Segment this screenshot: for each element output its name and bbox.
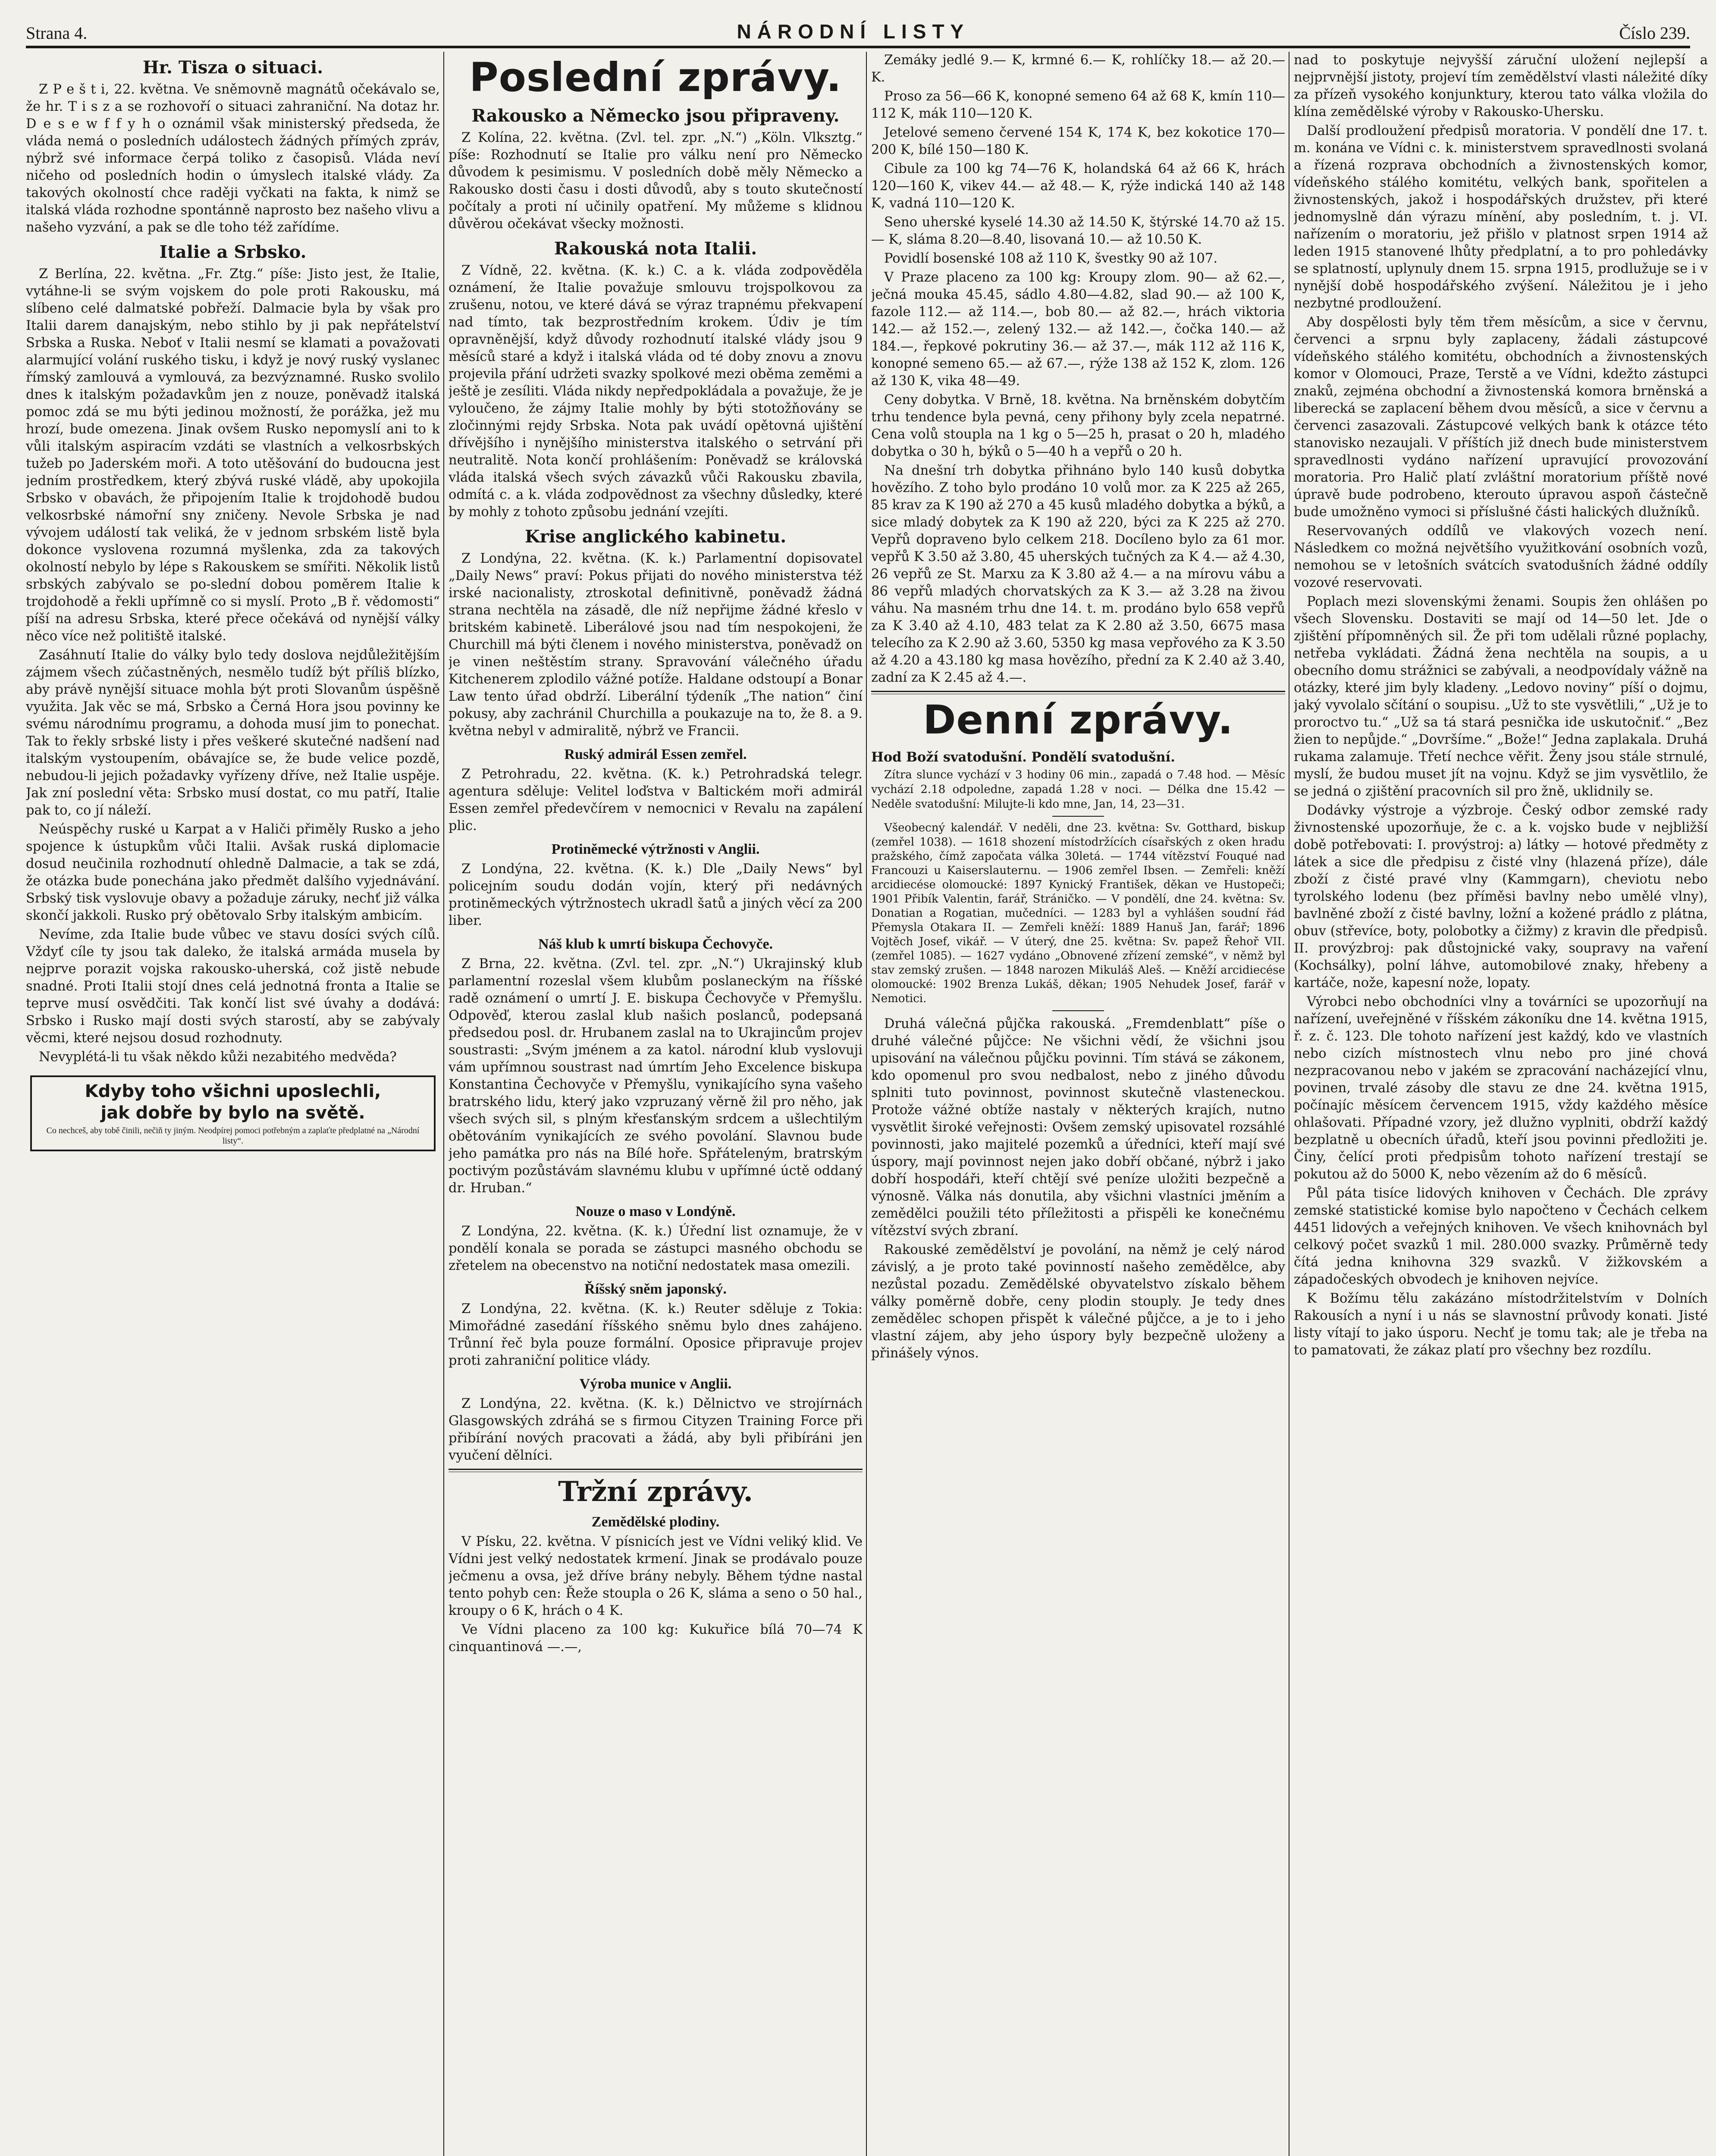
headline-plodiny: Zemědělské plodiny. xyxy=(591,1514,720,1530)
article-valecna-pujcka-2: Rakouské zemědělství je povolání, na němž je celý národ závislý, a je proto také povinností našeho zemědělce, aby nezůstal pozadu. Zemědělské obyvatelstvo získalo během války poměrně dobře, ceny plodin stouply. Je tedy dnes zemědělec schopen přispět k válečné půjčce, a je to i jeho vlastní zájem, aby jeho úspory byly bezpečně uloženy a přinášely výnos. xyxy=(871,1242,1285,1361)
article-italie-3: Neúspěchy ruské u Karpat a v Haliči přiměly Rusko a jeho spojence k ústupkům vůči Italii. Avšak ruská diplomacie dosud neučinila rozhodnutí ohledně Dalmacie, a tak se zdá, že otázka bude ponechána jako předmět dalšího vyjednávání. Srbský tisk vyslovuje obavy a požaduje záruky, nechť již válka skončí jakkoli. Rusko prý obětovalo Srby italským ambicím. xyxy=(26,822,440,923)
section-divider xyxy=(449,1469,863,1472)
article-plodiny: V Písku, 22. května. V písnicích jest ve Vídni veliký klid. Ve Vídni jest velký nedostatek krmení. Jinak se prodávalo pouze ječmenu a ovsa, jež dříve brány nebyly. Během týdne nastal tento pohyb cen: Řeže stoupla o 26 K, sláma a seno o 50 hal., kroupy o 6 K, hrách o 4 K. xyxy=(449,1534,863,1618)
section-title-denni-zpravy: Denní zprávy. xyxy=(923,697,1233,743)
article-italie-1: Z Berlína, 22. května. „Fr. Ztg.“ píše: Jisto jest, že Italie, vytáhne-li se svým vojskem do pole proti Rakousku, má slíbeno celé dalmatské pobřeží. Dalmacie byla by však pro Italii darem danajským, nebo stihlo by ji pak nepřátelství Srbska a Ruska. Neboť v Italii nesmí se klamati a považovati alarmující volání ruského tisku, i když je nový ruský vyslanec římský zamlouvá a vymlouvá, za bezvýznamné. Rusko svolilo dnes k italským požadavkům jen z nouze, poněvadž italská pomoc zdá se mu býti jedinou možností, že porážka, jež mu hrozí, bude omezena. Jinak ovšem Rusko nepomyslí ani to k vůli italským aspiracím vzdáti se vlastních a velkosrbských tužeb po Jaderském moři. A toto utěšování do budoucna jest jedním prostředkem, který zbývá ruské vládě, aby upokojila Srbsko v obavách, že připojením Italie k trojdohodě budou velkosrbské námořní sny zničeny. Nevole Srbska je nad vývojem událostí tak veliká, že v jednom srbském listě byla dokonce vyslovena rozumná myšlenka, zda za takových okolností nebylo by lépe s Rakouskem se smířiti. Několik listů srbských zabývalo se po-slední dobou poměrem Italie k trojdohodě a řekli upřímně co si myslí. Proto „B ř. vědomosti“ píší na adresu Srbska, které přece očekává od nynější války něco více než politiště italské. xyxy=(26,266,440,644)
headline-tisza: Hr. Tisza o situaci. xyxy=(142,57,323,78)
headline-italie-srbsko: Italie a Srbsko. xyxy=(159,242,307,262)
column-2 xyxy=(449,52,863,2156)
section-title-posledni-zpravy: Poslední zprávy. xyxy=(469,54,842,100)
article-cechovyce: Z Brna, 22. května. (Zvl. tel. zpr. „N.“) Ukrajinský klub parlamentní rozeslal všem klubům poslaneckým na říšské radě oznámení o umrtí J. E. biskupa Čechovyče v Přemyšlu. Odpověď, kterou zaslal klub našich poslanců, podepsaná předsedou posl. dr. Hrubanem zaslal na to Ukrajincům projev soustrasti: „Svým jménem a za katol. národní klub vyslovuji vám upřímnou soustrast nad úmrtím Jeho Excelence biskupa Konstantina Čechovyče v Přemyšlu, vynikajícího syna vašeho bratrského lidu, který jako vzpruzaný věrně žil pro něho, jak všech svých sil, s plným křesťanským srdcem a ušlechtilým obětováním vynikajících ze svého povolání. Slavnou bude jeho památka pro nás na Bílé hoře. Spřáteleným, bratrským poctivým pozůstávám slavnému klubu v upřímné úctě oddaný dr. Hruban.“ xyxy=(449,956,863,1196)
headline-krise-kabinetu: Krise anglického kabinetu. xyxy=(524,526,787,547)
article-knihovny: Půl páta tisíce lidových knihoven v Čechách. Dle zprávy zemské statistické komise bylo napočteno v Čechách celkem 4451 lidových a veřejných knihoven. Ve všech knihovnách byl celkový počet svazků 1 mil. 280.000 svazky. Průměrně tedy čítá jedna knihovna 329 svazků. V žižkovském a západočeských obvodech je knihoven nejvíce. xyxy=(1294,1186,1708,1287)
article-krise-kabinetu: Z Londýna, 22. května. (K. k.) Parlamentní dopisovatel „Daily News“ praví: Pokus přijati do nového ministerstva též irské nacionalisty, ztroskotal definitivně, poněvadž žádná strana nechtěla na zásadě, dle níž nepřijme žádné křeslo v britském kabinetě. Liberálové jsou nad tím nespokojeni, že Churchill má býti členem i nového ministerstva, poněvadž on je vinen neštěstím strany. Spravování válečného úřadu Kitchenerem zplodilo vážné potíže. Haldane odstoupí a Bonar Law tento úřad obdrží. Liberální týdeník „The nation“ činí pokusy, aby zachránil Churchilla a poukazuje na to, že 8. a 9. května nebyl v admiralitě, nýbrž ve Francii. xyxy=(449,551,863,739)
ad-small-print: Co nechceš, aby tobě činili, nečiň ty jiným. Neodpírej pomoci potřebným a zaplaťte předplatné na „Národní listy“. xyxy=(46,1126,420,1146)
boxed-advertisement xyxy=(30,1075,436,1151)
column-1 xyxy=(26,52,440,2156)
article-ceny-videm: Ve Vídni placeno za 100 kg: Kukuřice bílá 70—74 K cinquantinová —.—, xyxy=(449,1622,863,1655)
article-italie-5: Nevyplétá-li tu však někdo kůži nezabitého medvěda? xyxy=(39,1050,397,1065)
divider xyxy=(1052,816,1104,817)
article-bozi-telo: K Božímu tělu zakázáno místodržitelstvím v Dolních Rakousích a nyní i u nás se slavnostní průvody konati. Jisté listy vítají to jako úsporu. Nechť je tomu tak; ale je třeba na to pamatovati, že zákaz platí pro všechny bez rozdílu. xyxy=(1294,1291,1708,1358)
market-jetel: Jetelové semeno červené 154 K, 174 K, bez kokotice 170—200 K, bílé 150—180 K. xyxy=(871,125,1285,157)
article-continuation: nad to poskytuje nejvyšší záruční uložení nejlepší a nejprvnější jistoty, projeví tím zemědělství vlasti náležité díky za přízeň vysokého konjunktury, kterou tato válka vložila do klína zemědělské výroby v Rakousko-Uhersku. xyxy=(1294,53,1708,119)
article-protinemecke: Z Londýna, 22. května. (K. k.) Dle „Daily News“ byl policejním soudu dodán vojín, který při nedávných protiněmeckých výtržnostech ukradl šatů a jiných věcí za 200 liber. xyxy=(449,862,863,928)
article-snem: Z Londýna, 22. května. (K. k.) Reuter sděluje z Tokia: Mimořádné zasedání říšského sněmu bylo dnes zahájeno. Trůnní řeč byla pouze formální. Oposice připravuje projev proti zahraniční politice vlády. xyxy=(449,1301,863,1368)
market-zemaky: Zemáky jedlé 9.— K, krmné 6.— K, rohlíčky 18.— až 20.— K. xyxy=(871,53,1285,85)
ad-line-2: jak dobře by bylo na světě. xyxy=(100,1103,365,1123)
market-cibule: Cibule za 100 kg 74—76 K, holandská 64 až 66 K, hrách 120—160 K, vikev 44.— až 48.— K, rýže indická 140 až 148 K, vadná 110—120 K. xyxy=(871,161,1285,211)
article-dodavky: Dodávky výstroje a výzbroje. Český odbor zemské rady živnostenské upozorňuje, že c. a k. vojsko bude v nejbližší době potřebovati: I. provýstroj: a) látky — hotové předměty z látek a sice dle předpisu z čisté vlny (hlazená příze), dále zboží z čisté pravé vlny (Kammgarn), cheviotu nebo tyrolského lodenu (bez příměsi bavlny nebo umělé vlny), bavlněné zboží z čisté bavlny, ložní a kožené prádlo z plátna, obuv (střevíce, boty, polobotky a čižmy) z kravin dle předpisů. II. provýzbroj: pak důstojnické vaky, soupravy na vaření (Kochsálky), polní láhve, automobilové znaky, hřebeny a kartáče, nože, kapesní nože, lopaty. xyxy=(1294,803,1708,990)
article-rakousko-nemecko: Z Kolína, 22. května. (Zvl. tel. zpr. „N.“) „Köln. Vlksztg.“ píše: Rozhodnutí se Italie pro válku není pro Německo důvodem k pesimismu. V posledních době měly Německo a Rakousko dosti času i dosti důvodů, aby s touto skutečností počítaly a proti ní učinily opatření. My můžeme s klidnou důvěrou očekávat všecky možnosti. xyxy=(449,130,863,232)
sun-moon-info: Zítra slunce vychází v 3 hodiny 06 min., zapadá o 7.48 hod. — Měsíc vychází 2.18 odpoledne, zapadá 1.28 v noci. — Délka dne 15.42 — Neděle svatodušní: Milujte-li kdo mne, Jan, 14, 23—31. xyxy=(871,768,1285,811)
article-vyrobci-vlny: Výrobci nebo obchodníci vlny a továrníci se upozorňují na nařízení, uveřejněné v říšském zákoníku dne 14. května 1915, ř. z. č. 123. Dle tohoto nařízení jest každý, kdo ve vlastních nebo cizích místnostech vlnu nebo pro jiné chová nezpracovanou nebo v jakém se zpracování nacházející vlnu, povinen, trvalé zásoby dle stavu ze dne 24. května 1915, počínajíc měsícem červencem 1915, vždy každého měsíce ohlašovati. Případné vzory, jež dlužno vyplniti, obdrží každý bezplatně u obecních úřadů, kteří jsou povinni předložiti je. Činy, čelící proti předpisům tohoto nařízení trestají se pokutou až do 5000 K, nebo vězením až do 6 měsíců. xyxy=(1294,994,1708,1182)
headline-admiral-essen: Ruský admirál Essen zemřel. xyxy=(564,746,747,762)
article-maso: Z Londýna, 22. května. (K. k.) Úřední list oznamuje, že v pondělí konala se porada se zástupci masného obchodu se zřetelem na obecenstvo na notiční nedostatek masa omezili. xyxy=(449,1224,863,1273)
article-valecna-pujcka: Druhá válečná půjčka rakouská. „Fremdenblatt“ píše o druhé válečné půjčce: Ne všichni vědí, že všichni jsou upisování na válečnou půjčku povinni. Tím stává se zákonem, kdo opomenul pro svou nedbalost, nebo z jiného důvodu splniti tuto povinnost, povinnost skutečně vlasteneckou. Protože vážné obtíže nastaly v některých krajích, nutno vysvětlit široké veřejnosti: Ovšem zemský upisovatel rozsáhlé povinnosti, jako majitelé pozemků a úředníci, kteří mají své úspory, mají povinnost nejen jako dobří občané, nýbrž i jako dobří hospodáři, kteří chtějí své peníze uložiti bezpečně a výnosně. Válka nás donutila, aby všichni vlastníci jměním a zemědělci použili této příležitosti a přispěli ke konečnému vítězství svých zbraní. xyxy=(871,1016,1285,1238)
article-italie-2: Zasáhnutí Italie do války bylo tedy doslova nejdůležitějším zájmem všech zúčastněných, nesmělo tudíž být příliš blízko, aby právě nynější situace mohla být proti Slovanům úspěšně využita. Jak věc se má, Srbsko a Černá Hora jsou povinny ke svému národnímu programu, a dohoda musí jim to ponechat. Tak to řekly srbské listy i přes veškeré skutečné nadšení nad italským vystoupením, obávajíce se, že bude velice pozdě, nebudou-li jejich požadavky vyřízeny dříve, než Italie uspěje. Jak zní poslední věta: Srbsko musí dostat, co mu patří, Italie pak to, co jí náleží. xyxy=(26,648,440,818)
market-povidla: Povidlí bosenské 108 až 110 K, švestky 90 až 107. xyxy=(884,251,1218,266)
page-header xyxy=(26,13,1690,48)
column-rule xyxy=(866,52,867,2156)
article-tisza: Z P e š t i, 22. května. Ve sněmovně magnátů očekávalo se, že hr. T i s z a se rozhovoří o situaci zahraniční. Na dotaz hr. D e s e w f f y h o oznámil však ministerský předseda, že vláda nemá o posledních událostech žádných přímých zpráv, nýbrž své informace čerpá toliko z časopisů. Vláda neví ničeho od posledních hodin o úmyslech italské vlády. Za takových okolností chce raději vyčkati na fakta, k nimž se italská vláda rozhodne spontánně naprosto bez našeho vlivu a našeho vyzvání, a pak se dle toho též zařídíme. xyxy=(26,82,440,235)
headline-rakousko-nemecko: Rakousko a Německo jsou připraveny. xyxy=(471,106,840,126)
section-divider xyxy=(871,691,1285,694)
column-rule xyxy=(443,52,444,2156)
market-dobytek: Ceny dobytka. V Brně, 18. května. Na brněnském dobytčím trhu tendence byla pevná, ceny přihony byly zcela nepatrné. Cena volů stoupla na 1 kg o 5—25 h, prasat o 20 h, mladého dobytka o 30 h, býků o 5—40 h a vepřů o 20 h. xyxy=(871,392,1285,459)
article-moratorium: Další prodloužení předpisů moratoria. V pondělí dne 17. t. m. konána ve Vídni c. k. ministerstvem spravedlnosti svolaná a řízená rozprava obchodních a živnostenských komor, vídeňského stálého komitétu, velkých bank, spořitelen a živnostenských, jakož i hospodářských družstev, při které jednomyslně dán výrazu mínění, aby posledním, t. j. VI. nařízením o moratoriu, jež přišlo v platnost srpen 1914 až leden 1915 stanovené lhůty předplatní, a to pro pohledávky se splatností, uplynuly dnem 15. srpna 1915, prodlužuje se i v nynější době hospodářského zvýšení. Náležitou je i jeho nezbytné prodloužení. xyxy=(1294,123,1708,311)
headline-rakouska-nota: Rakouská nota Italii. xyxy=(554,238,757,259)
article-rakouska-nota: Z Vídně, 22. května. (K. k.) C. a k. vláda zodpověděla oznámení, že Italie považuje smlouvu trojspolkovou za zrušenu, notou, ve které dává se výraz trapnému překvapení nad tímto, tak bezprostředním krokem. Údiv je tím opravněnější, když důvody rozhodnutí italské vlády jsou 9 měsíců staré a když i italská vláda od té doby znovu a znovu projevila přání udržeti svazky spolkové mezi oběma zeměmi a ještě je zesíliti. Vláda nikdy nepředpokládala a považuje, že je vyloučeno, že zájmy Italie mohly by býti stotožňovány se zločinnými rejdy Srbska. Nota pak uvádí opětovná ujištění dřívějšího i nynějšího ministerstva italského o setrvání při neutralitě. Nota končí prohlášením: Poněvadž se královská vláda italská všech svých závazků vůči Rakousku zbavila, odmítá c. a k. vláda zodpovědnost za všechny důsledky, které by mohly z tohoto způsobu jednání vzejíti. xyxy=(449,263,863,520)
section-title-trzni-zpravy: Tržní zprávy. xyxy=(558,1476,753,1508)
headline-munice: Výroba munice v Anglii. xyxy=(579,1376,732,1392)
headline-snem: Říšský sněm japonský. xyxy=(584,1281,727,1297)
market-seno: Seno uherské kyselé 14.30 až 14.50 K, štýrské 14.70 až 15.— K, sláma 8.20—8.40, lisovaná 10.— až 10.50 K. xyxy=(871,215,1285,247)
issue-number: Číslo 239. xyxy=(1619,23,1690,43)
page-number: Strana 4. xyxy=(26,23,88,43)
article-reservovane-oddily: Reservovaných oddílů ve vlakových vozech není. Následkem co možná největšího využitkování osobních vozů, nemohou se v letošních svátcích svatodušních žádné oddíly vozové reservovati. xyxy=(1294,523,1708,590)
holiday-title: Hod Boží svatodušní. Pondělí svatodušní. xyxy=(871,749,1175,765)
headline-maso: Nouze o maso v Londýně. xyxy=(575,1203,736,1219)
headline-protinemecke: Protiněmecké výtržnosti v Anglii. xyxy=(551,841,760,857)
ad-line-1: Kdyby toho všichni uposlechli, xyxy=(85,1081,381,1101)
headline-cechovyce: Náš klub k umrtí biskupa Čechovyče. xyxy=(538,936,773,952)
column-4 xyxy=(1294,52,1708,2156)
article-moratorium-2: Aby dospělosti byly těm třem měsícům, a sice v červnu, červenci a srpnu byly zaplaceny, žádali zástupcové vídeňského stálého komitétu, obchodních a živnostenských komor v Olomouci, Praze, Terstě a ve Vídni, kdežto zástupci znaků, zejména obchodní a živnostenská komora brněnská a liberecká se zaplacení během dvou měsíců, a sice v červnu a červenci zasazovali. Zástupcové velkých bank k otázce této stanovisko nezaujali. V příštích již dnech bude ministerstvem spravedlnosti vydáno nařízení upravující provozování moratoria. Pro Halič platí zvláštní moratorium příště nové úpravě bude podrobeno, kterouto úpravou aspoň částečně bude umožněno vymoci si příslušné části halických dlužníků. xyxy=(1294,315,1708,520)
calendar-notice: Všeobecný kalendář. V neděli, dne 23. května: Sv. Gotthard, biskup (zemřel 1038). — 1618 shození místodržících císařských z oken hradu pražského, čímž započata válka 30letá. — 1744 vítězství Fouqué nad Francouzi u Kaiserslauternu. — 1906 zemřel Ibsen. — Zemřeli: kněží arcidiecése olomoucké: 1897 Kynický František, děkan ve Hustopeči; 1901 Přibík Valentin, farář, Stráničko. — V pondělí, dne 24. května: Sv. Donatian a Rogatian, mučedníci. — 1283 byl a vyhlášen soudní řád Přemysla Otakara II. — Zemřeli kněží: 1889 Hanuš Jan, farář; 1896 Vojtěch Josef, vikář. — V úterý, dne 25. května: Sv. papež Řehoř VII. (zemřel 1085). — 1627 vydáno „Obnovené zřízení zemské“, v němž byl stav zemský zrušen. — 1848 narozen Mikuláš Aleš. — Kněží arcidiecése olomoucké: 1902 Brenza Lukáš, děkan; 1905 Nehudek Josef, farář v Nemotici. xyxy=(871,821,1285,1005)
column-3 xyxy=(871,52,1285,2156)
divider xyxy=(1052,1010,1104,1011)
article-poplach: Poplach mezi slovenskými ženami. Soupis žen ohlášen po všech Slovensku. Dostaviti se mají od 14—50 let. Jde o zjištění přípomněných sil. Že při tom udělali různé poplachy, netřeba vykládati. Žádná žena nechtěla na soupis, a u obecního domu strážnici se zabývali, a neodpovídaly vážně na otázky, které jim byly kladeny. „Ledovo noviny“ píší o dojmu, jaký vyvolalo sčítání o soupisu. „Už to ste vysvětlili,“ „Už je to proroctvo tu.“ „Už sa tá stará pesnička ide uskutočniť.“ „Bez žien to nepůjde.“ „Dovršíme.“ „Bože!“ Jedna zaplakala. Druhá rukama zalamuje. Třetí nechce věřit. Ženy jsou stále strnulé, myslí, že budou muset jít na vojnu. Když se jim vysvětlilo, že se jedná o zjištění pracovních sil pro žně, uklidnily se. xyxy=(1294,594,1708,799)
article-italie-4: Nevíme, zda Italie bude vůbec ve stavu dosíci svých cílů. Vždyť cíle ty jsou tak daleko, že italská armáda musela by nejprve porazit vojska rakousko-uherská, což jistě nebude snadné. Proti Italii stojí dnes celá jednotná fronta a Italie se teprve musí osvědčiti. Tak končí list své úvahy a dodává: Srbsko i Rusko mají dosti svých starostí, aby se zabývaly věcmi, které nejsou dosud rozhodnuty. xyxy=(26,927,440,1046)
article-admiral-essen: Z Petrohradu, 22. května. (K. k.) Petrohradská telegr. agentura sděluje: Velitel loďstva v Baltickém moři admirál Essen zemřel předevčírem v nemocnici v Revalu na zapálení plic. xyxy=(449,767,863,834)
masthead: NÁRODNÍ LISTY xyxy=(737,20,970,43)
article-munice: Z Londýna, 22. května. (K. k.) Dělnictvo ve strojírnách Glasgowských zdráhá se s firmou Cityzen Training Force při přibírání nových pracovati a žádá, aby byli přibíráni jen vyučení dělníci. xyxy=(449,1396,863,1463)
market-praha: V Praze placeno za 100 kg: Kroupy zlom. 90— až 62.—, ječná mouka 45.45, sádlo 4.80—4.82, slad 90.— až 100 K, fazole 112.— až 114.—, bob 80.— až 82.—, hrách viktoria 142.— až 152.—, zelený 132.— až 142.—, čočka 140.— až 184.—, řepkové pokrutiny 36.— až 37.—, mák 112 až 116 K, konopné semeno 65.— až 67.—, rýže 138 až 152 K, zlom. 126 až 130 K, vika 48—49. xyxy=(871,270,1285,389)
market-proso: Proso za 56—66 K, konopné semeno 64 až 68 K, kmín 110—112 K, mák 110—120 K. xyxy=(871,89,1285,121)
market-dobytek-2: Na dnešní trh dobytka přihnáno bylo 140 kusů dobytka hovězího. Z toho bylo prodáno 10 volů mor. za K 225 až 265, 85 krav za K 190 až 270 a 45 kusů mladého dobytka a býků, a sice mladý dobytek za K 190 až 220, býci za K 225 až 270. Vepřů dopraveno bylo celkem 218. Docíleno bylo za 61 mor. vepřů K 3.50 až 3.80, 45 uherských tučných za K 4.— až 4.30, 26 vepřů ze St. Marxu za K 3.80 až 4.— a na mírovu vábu a 86 vepřů mladých chorvatských za K 3.— až 3.28 na živou váhu. Na masném trhu dne 14. t. m. prodáno bylo 658 vepřů za K 3.40 až 4.10, 483 telat za K 2.80 až 3.50, 6675 masa telecího za K 2.90 až 3.60, 5350 kg masa vepřového za K 3.50 až 4.20 a 43.180 kg masa hovězího, přední za K 2.40 až 3.40, zadní za K 2.45 až 4.—. xyxy=(871,463,1285,685)
